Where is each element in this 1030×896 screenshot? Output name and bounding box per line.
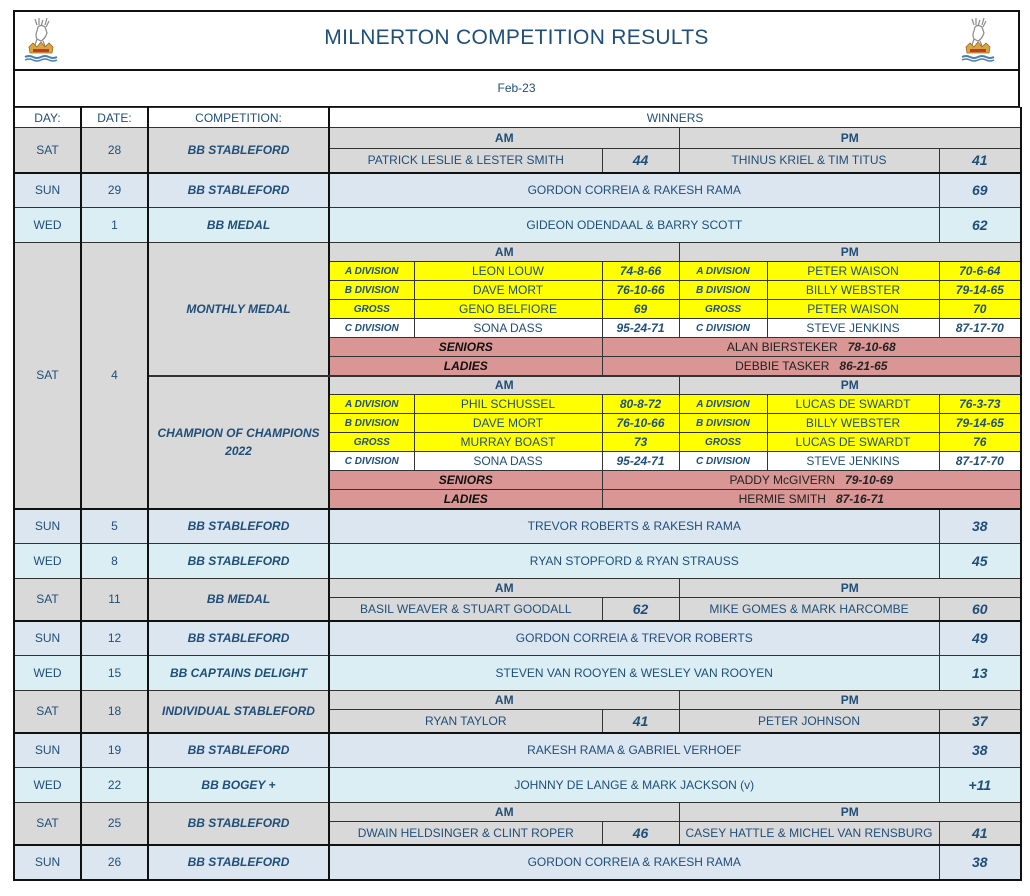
division-score: 73 [602, 433, 679, 452]
division-winner: STEVE JENKINS [767, 319, 939, 338]
column-header-winners: WINNERS [329, 108, 1021, 128]
seniors-score: 78-10-68 [847, 340, 896, 354]
am-score: 44 [602, 149, 679, 173]
day-cell: SUN [14, 845, 81, 880]
pm-header: PM [679, 243, 1021, 262]
division-label: B DIVISION [679, 414, 767, 433]
pm-score: 41 [939, 822, 1021, 845]
division-score: 74-8-66 [602, 262, 679, 281]
competition-cell: MONTHLY MEDAL [148, 243, 329, 376]
seniors-score: 79-10-69 [845, 473, 894, 487]
date-cell: 15 [81, 656, 148, 691]
seniors-label: SENIORS [329, 471, 602, 490]
division-label: A DIVISION [679, 395, 767, 414]
ladies-label: LADIES [329, 357, 602, 376]
competition-cell: BB STABLEFORD [148, 733, 329, 768]
am-header: AM [329, 128, 679, 149]
pm-winner: CASEY HATTLE & MICHEL VAN RENSBURG [679, 822, 939, 845]
pm-score: 60 [939, 598, 1021, 621]
am-header: AM [329, 803, 679, 822]
am-score: 62 [602, 598, 679, 621]
division-score: 95-24-71 [602, 319, 679, 338]
competition-cell: BB MEDAL [148, 579, 329, 621]
header-banner [13, 10, 1020, 70]
column-header-competition: COMPETITION: [148, 108, 329, 128]
division-label: A DIVISION [329, 395, 414, 414]
pm-winner: THINUS KRIEL & TIM TITUS [679, 149, 939, 173]
am-winner: BASIL WEAVER & STUART GOODALL [329, 598, 602, 621]
division-winner: MURRAY BOAST [414, 433, 602, 452]
page-title: MILNERTON COMPETITION RESULTS [324, 26, 709, 49]
division-winner: BILLY WEBSTER [767, 281, 939, 300]
day-cell: SAT [14, 803, 81, 845]
competition-cell: BB STABLEFORD [148, 173, 329, 208]
winner: GORDON CORREIA & RAKESH RAMA [329, 845, 939, 880]
winner: GORDON CORREIA & RAKESH RAMA [329, 173, 939, 208]
score: 38 [939, 509, 1021, 544]
table-row [14, 768, 1021, 803]
division-label: A DIVISION [329, 262, 414, 281]
division-label: GROSS [329, 300, 414, 319]
day-cell: SUN [14, 509, 81, 544]
winner: GORDON CORREIA & TREVOR ROBERTS [329, 621, 939, 656]
am-header: AM [329, 691, 679, 710]
seniors-winner [602, 471, 1021, 490]
competition-cell: BB BOGEY + [148, 768, 329, 803]
competition-cell: BB STABLEFORD [148, 621, 329, 656]
column-header-day: DAY: [14, 108, 81, 128]
pm-score: 37 [939, 710, 1021, 733]
division-label: GROSS [679, 433, 767, 452]
table-row [14, 691, 1021, 710]
competition-cell: BB STABLEFORD [148, 128, 329, 173]
pm-score: 41 [939, 149, 1021, 173]
pm-header: PM [679, 579, 1021, 598]
day-cell: SAT [14, 579, 81, 621]
pm-winner: PETER JOHNSON [679, 710, 939, 733]
competition-cell: BB CAPTAINS DELIGHT [148, 656, 329, 691]
date-cell: 11 [81, 579, 148, 621]
division-score: 79-14-65 [939, 414, 1021, 433]
competition-cell: CHAMPION OF CHAMPIONS 2022 [148, 376, 329, 509]
date-cell: 1 [81, 208, 148, 243]
division-score: 79-14-65 [939, 281, 1021, 300]
table-row [14, 208, 1021, 243]
division-winner: LEON LOUW [414, 262, 602, 281]
ladies-name: HERMIE SMITH [738, 491, 826, 506]
table-row [14, 173, 1021, 208]
date-cell: 28 [81, 128, 148, 173]
division-label: C DIVISION [329, 452, 414, 471]
division-label: B DIVISION [329, 414, 414, 433]
score: 45 [939, 544, 1021, 579]
division-winner: PETER WAISON [767, 300, 939, 319]
am-header: AM [329, 376, 679, 395]
division-winner: SONA DASS [414, 319, 602, 338]
pm-header: PM [679, 376, 1021, 395]
winner: TREVOR ROBERTS & RAKESH RAMA [329, 509, 939, 544]
division-score: 87-17-70 [939, 452, 1021, 471]
day-cell: SAT [14, 691, 81, 733]
competition-cell: BB STABLEFORD [148, 509, 329, 544]
ladies-name: DEBBIE TASKER [735, 358, 830, 373]
table-row [14, 509, 1021, 544]
seniors-name: PADDY McGIVERN [729, 473, 836, 487]
winner: STEVEN VAN ROOYEN & WESLEY VAN ROOYEN [329, 656, 939, 691]
competition-cell: INDIVIDUAL STABLEFORD [148, 691, 329, 733]
division-label: C DIVISION [679, 319, 767, 338]
day-cell: WED [14, 544, 81, 579]
division-winner: SONA DASS [414, 452, 602, 471]
table-row [14, 845, 1021, 880]
day-cell: SAT [14, 128, 81, 173]
results-table [13, 107, 1022, 881]
division-label: C DIVISION [329, 319, 414, 338]
column-header-date: DATE: [81, 108, 148, 128]
pm-winner: MIKE GOMES & MARK HARCOMBE [679, 598, 939, 621]
competition-cell: BB STABLEFORD [148, 803, 329, 845]
division-score: 76-10-66 [602, 281, 679, 300]
division-score: 69 [602, 300, 679, 319]
ladies-score: 87-16-71 [835, 491, 884, 506]
table-row [14, 621, 1021, 656]
ladies-winner [602, 357, 1021, 376]
day-cell: SUN [14, 621, 81, 656]
division-score: 95-24-71 [602, 452, 679, 471]
winner: GIDEON ODENDAAL & BARRY SCOTT [329, 208, 939, 243]
competition-cell: BB STABLEFORD [148, 845, 329, 880]
score: 38 [939, 733, 1021, 768]
table-row [14, 656, 1021, 691]
seniors-name: ALAN BIERSTEKER [726, 340, 838, 354]
date-cell: 5 [81, 509, 148, 544]
table-row [14, 128, 1021, 149]
division-score: 76 [939, 433, 1021, 452]
division-winner: BILLY WEBSTER [767, 414, 939, 433]
date-cell: 26 [81, 845, 148, 880]
division-winner: PHIL SCHUSSEL [414, 395, 602, 414]
date-cell: 8 [81, 544, 148, 579]
division-winner: DAVE MORT [414, 414, 602, 433]
date-cell: 4 [81, 243, 148, 509]
division-winner: GENO BELFIORE [414, 300, 602, 319]
score: 38 [939, 845, 1021, 880]
date-cell: 29 [81, 173, 148, 208]
ladies-winner [602, 490, 1021, 509]
pm-header: PM [679, 128, 1021, 149]
day-cell: SUN [14, 733, 81, 768]
day-cell: WED [14, 656, 81, 691]
am-score: 46 [602, 822, 679, 845]
ladies-score: 86-21-65 [839, 358, 888, 373]
date-cell: 25 [81, 803, 148, 845]
division-score: 80-8-72 [602, 395, 679, 414]
day-cell: WED [14, 208, 81, 243]
am-winner: DWAIN HELDSINGER & CLINT ROPER [329, 822, 602, 845]
table-row [14, 544, 1021, 579]
division-score: 70-6-64 [939, 262, 1021, 281]
division-winner: PETER WAISON [767, 262, 939, 281]
am-header: AM [329, 243, 679, 262]
score: 69 [939, 173, 1021, 208]
am-winner: RYAN TAYLOR [329, 710, 602, 733]
winner: RYAN STOPFORD & RYAN STRAUSS [329, 544, 939, 579]
day-cell: SAT [14, 243, 81, 509]
division-score: 76-10-66 [602, 414, 679, 433]
date-cell: 18 [81, 691, 148, 733]
results-sheet [13, 10, 1020, 881]
division-score: 76-3-73 [939, 395, 1021, 414]
division-winner: STEVE JENKINS [767, 452, 939, 471]
stag-crest-icon [958, 15, 998, 65]
table-row [14, 733, 1021, 768]
day-cell: SUN [14, 173, 81, 208]
division-label: C DIVISION [679, 452, 767, 471]
division-winner: LUCAS DE SWARDT [767, 395, 939, 414]
pm-header: PM [679, 691, 1021, 710]
am-header: AM [329, 579, 679, 598]
month-label: Feb-23 [13, 70, 1020, 107]
ladies-label: LADIES [329, 490, 602, 509]
division-label: A DIVISION [679, 262, 767, 281]
division-label: B DIVISION [329, 281, 414, 300]
am-winner: PATRICK LESLIE & LESTER SMITH [329, 149, 602, 173]
division-score: 70 [939, 300, 1021, 319]
division-label: GROSS [679, 300, 767, 319]
competition-cell: BB MEDAL [148, 208, 329, 243]
date-cell: 22 [81, 768, 148, 803]
division-label: GROSS [329, 433, 414, 452]
column-header-row [14, 108, 1021, 128]
score: 49 [939, 621, 1021, 656]
table-row [14, 243, 1021, 262]
pm-header: PM [679, 803, 1021, 822]
score: 13 [939, 656, 1021, 691]
competition-cell: BB STABLEFORD [148, 544, 329, 579]
winner: RAKESH RAMA & GABRIEL VERHOEF [329, 733, 939, 768]
division-label: B DIVISION [679, 281, 767, 300]
score: 62 [939, 208, 1021, 243]
score: +11 [939, 768, 1021, 803]
am-score: 41 [602, 710, 679, 733]
seniors-winner [602, 338, 1021, 357]
winner: JOHNNY DE LANGE & MARK JACKSON (v) [329, 768, 939, 803]
division-winner: DAVE MORT [414, 281, 602, 300]
day-cell: WED [14, 768, 81, 803]
date-cell: 19 [81, 733, 148, 768]
table-row [14, 803, 1021, 822]
division-winner: LUCAS DE SWARDT [767, 433, 939, 452]
table-row [14, 376, 1021, 395]
date-cell: 12 [81, 621, 148, 656]
table-row [14, 579, 1021, 598]
seniors-label: SENIORS [329, 338, 602, 357]
division-score: 87-17-70 [939, 319, 1021, 338]
